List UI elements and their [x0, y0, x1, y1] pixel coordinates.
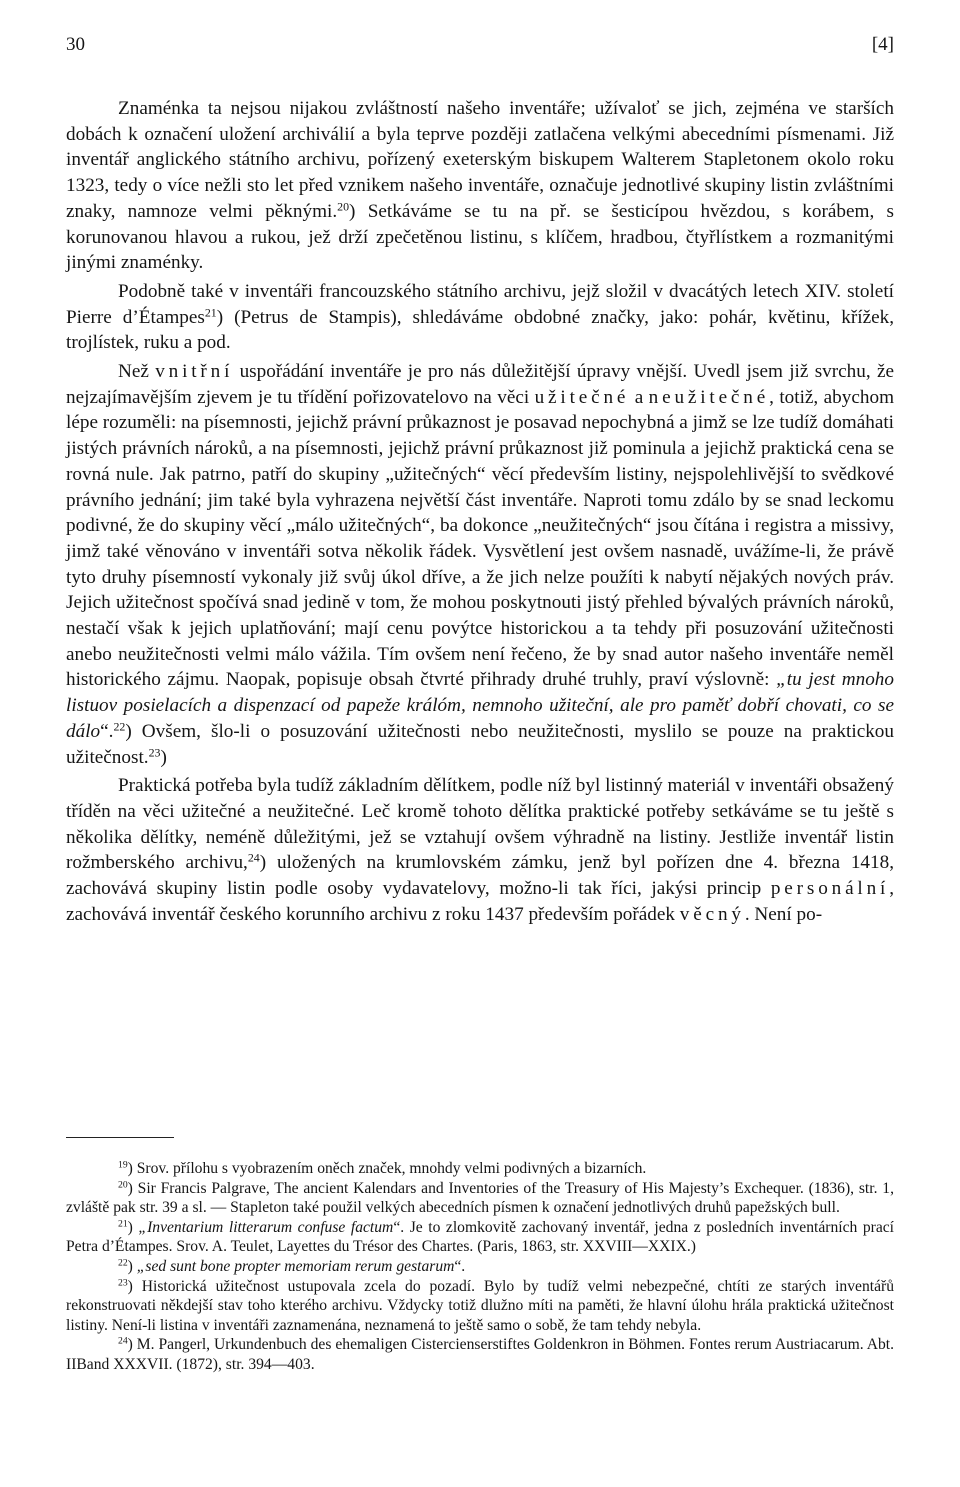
- text-run: ): [160, 746, 167, 768]
- sheet-mark: [4]: [871, 34, 894, 55]
- text-run: ) (Petrus de Stampis), shledáváme obdobné značky, jako: pohár, květinu, křížek, trojlístek, ruku a pod.: [66, 306, 894, 354]
- footnote-divider: [66, 1137, 174, 1138]
- text-run: ) Srov. přílohu s vyobrazením oněch značek, mnohdy velmi podivných a bizarních.: [127, 1160, 647, 1177]
- text-run: ) Setkáváme se tu na př. se šesticípou hvězdou, s korábem, s korunovanou hlavou a rukou, jež drží zpečetěnou listinu, s klíčem, hradbou, čtyřlístkem a rozmanitými jinými znaménky.: [66, 200, 894, 274]
- text-run: “. Je to zlomkovitě zachovaný inventář, jedna z posledních inventárních prací Petra d’Étampes. Srov. A. Teulet, Layettes du Trésor des Chartes. (Paris, 1863, str. XXVIII—XXIX.): [66, 1218, 895, 1256]
- footnote-reference: 22: [113, 719, 126, 734]
- spaced-emphasis: věcný: [679, 903, 745, 925]
- footnote: [66, 1277, 894, 1336]
- spaced-emphasis: personální: [770, 878, 890, 900]
- paragraph: [66, 279, 894, 356]
- text-run: Znaménka ta nejsou nijakou zvláštností našeho inventáře; užívaloť se jich, zejména ve starších dobách k označení uložení archiválií a byla teprve později zatlačena velkými abecedními písmenami. Již inventář anglického státního archivu, pořízený exeterským biskupem Walterem Stapletonem okolo roku 1323, tedy o více nežli sto let před vznikem našeho inventáře, označuje jednotlivé skupiny listin zvláštními znaky, namnoze velmi pěknými.: [66, 98, 894, 222]
- text-run: uspořádání inventáře je pro nás důležitější úpravy vnější. Uvedl jsem již svrchu, že nejzajímavějším zjevem je tu třídění pořizovatelovo na věci: [66, 361, 895, 408]
- footnote: [66, 1159, 894, 1179]
- footnote-reference: 23: [148, 745, 161, 760]
- text-run: ): [127, 1257, 137, 1275]
- footnote: [66, 1257, 894, 1277]
- footnote-reference: 20: [337, 199, 350, 214]
- spaced-emphasis: vnitřní: [155, 361, 234, 383]
- text-run: ) Historická užitečnost ustupovala zcela do pozadí. Bylo by tudíž velmi nebezpečné, chtíti ze starých inventářů rekonstruovati někdejší stav toho kterého archivu. Vždycky totiž dlužno míti na paměti, že hlavní úlohu hrála praktická užitečnost listiny. Není-li listina v inventáři zaznamenána, neznamená to ještě samo o sobě, že tam tehdy nebyla.: [66, 1277, 894, 1334]
- text-run: Podobně také v inventáři francouzského státního archivu, jejž složil v dvacátých letech XIV. století Pierre d’Étampes: [66, 280, 894, 328]
- text-run: ) Sir Francis Palgrave, The ancient Kalendars and Inventories of the Treasury of His Majesty’s Exchequer. (1836), str. 1, zvláště pak str. 39 a sl. — Stapleton také použil velkých abecedních písmen k označení jednotlivých druhů papežských bull.: [66, 1179, 894, 1217]
- paragraph: [66, 773, 894, 927]
- footnote: [66, 1335, 894, 1374]
- text-run: “.: [100, 720, 114, 742]
- footnote-reference: 21: [204, 305, 217, 320]
- footnote-reference: 24: [247, 850, 260, 865]
- paragraph: [66, 96, 894, 276]
- text-run: ): [127, 1218, 139, 1236]
- text-run: . Není po-: [744, 903, 823, 925]
- text-run: “.: [454, 1257, 466, 1275]
- footnote: [66, 1179, 894, 1218]
- text-run: ) M. Pangerl, Urkundenbuch des ehemaligen Cistercienserstiftes Goldenkron in Böhmen. Fontes rerum Austriacarum. Abt. IIBand XXXVII. (1872), str. 394—403.: [66, 1336, 894, 1373]
- text-run: ) uložených na krumlovském zámku, jenž byl pořízen dne 4. března 1418, zachovává skupiny listin podle osoby vydavatelovy, možno-li tak říci, jakýsi princip: [66, 852, 894, 900]
- paragraph: [66, 359, 894, 770]
- footnotes: [66, 1159, 894, 1375]
- footnote-reference: 22: [118, 1257, 128, 1269]
- text-run: , totiž, abychom lépe rozuměli: na písemnosti, jejichž právní průkaznost je posavad nepochybná a jimž se lze tudíž domáhati jistých právních nároků, a na písemnosti, jejichž právní průkaznost již pominula a jejichž praktická cena se rovná nule. Jak patrno, patří do skupiny „užitečných“ věcí především listiny, nejspolehlivější to svědkové právního jednání; jim také byla vyhrazena největší část inventáře. Naproti tomu zdálo by se snad leckomu podivné, že do skupiny věcí „málo užitečných“, ba dokonce „neužitečných“ jsou čítána i registra a missivy, jimž také věnováno v inventáři sotva několik řádek. Vysvětlení jest ovšem nasnadě, uvážíme-li, že právě tyto druhy písemností vykonaly již svůj úkol dříve, a že jich nelze použíti k nabytí nějakých nových práv. Jejich užitečnost spočívá snad jedině v tom, že mohou poskytnouti jistý přehled bývalých právních nároků, nestačí však k jejich uplatňování; mají cenu povýtce historickou a ta tehdy při posuzování užitečnosti anebo neužitečnosti velmi málo vážila. Tím ovšem není řečeno, že by snad autor našeho inventáře neměl historického zájmu. Naopak, popisuje obsah čtvrté přihrady druhé truhly, praví výslovně:: [66, 386, 894, 691]
- footnote: [66, 1218, 894, 1257]
- text-run: , zachovává inventář českého korunního archivu z roku 1437 především pořádek: [66, 878, 894, 925]
- italic-quotation: „tu jest mnoho listuov posielacích a dispenzací od papeže králóm, nemnoho užiteční, ale pro paměť dobří chovati, co se dálo: [66, 669, 894, 742]
- footnote-reference: 23: [118, 1277, 128, 1289]
- italic-quotation: „sed sunt bone propter memoriam rerum gestarum: [136, 1257, 455, 1275]
- text-run: Než: [118, 361, 156, 383]
- footnote-reference: 20: [118, 1179, 128, 1191]
- spaced-emphasis: neužitečné: [648, 386, 770, 408]
- spaced-emphasis: užitečné: [534, 386, 630, 408]
- text-run: ) Ovšem, šlo-li o posuzování užitečnosti nebo neužitečnosti, myslilo se pouze na praktickou užitečnost.: [66, 720, 894, 768]
- footnote-reference: 21: [118, 1218, 128, 1230]
- italic-quotation: „Inventarium litterarum confuse factum: [138, 1218, 394, 1236]
- text-run: a: [629, 386, 649, 408]
- page-number: 30: [66, 34, 85, 55]
- footnote-reference: 19: [118, 1159, 128, 1171]
- body-text: [66, 96, 894, 931]
- page-header: [66, 34, 894, 58]
- document-page: [66, 0, 894, 1487]
- footnote-reference: 24: [118, 1336, 128, 1348]
- text-run: Praktická potřeba byla tudíž základním dělítkem, podle níž byl listinný materiál v inventáři obsažený tříděn na věci užitečné a neužitečné. Leč kromě tohoto dělítka praktické potřeby setkáváme se tu ještě s několika dělítky, neméně důležitými, jež se vztahují ovšem výhradně na listiny. Jestliže inventář listin rožmberského archivu,: [66, 775, 894, 874]
